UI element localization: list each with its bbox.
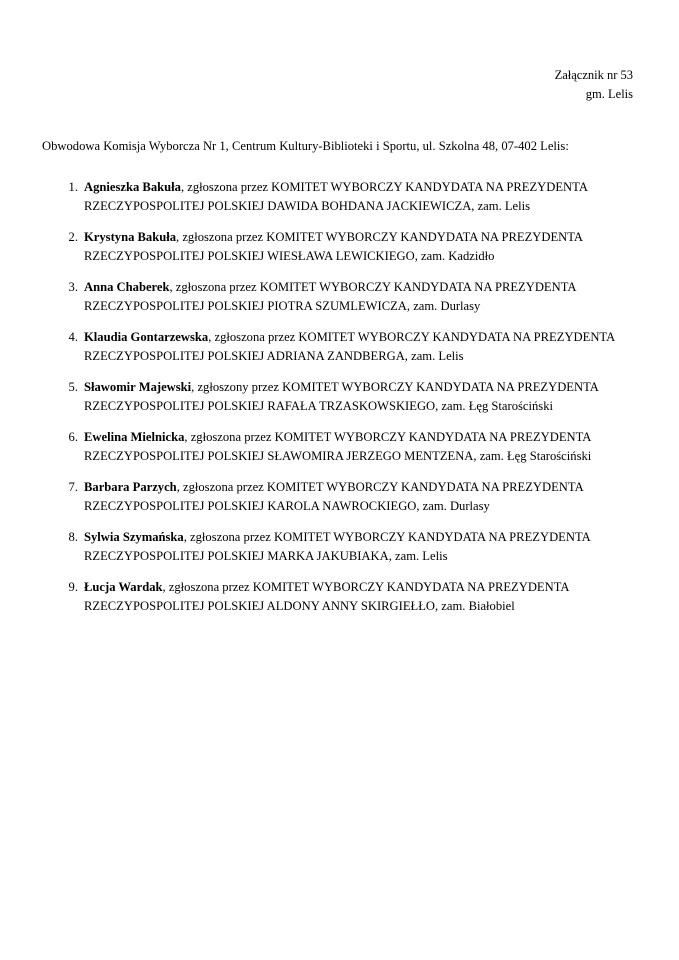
candidate-name: Ewelina Mielnicka bbox=[84, 429, 185, 444]
document-header bbox=[42, 66, 633, 105]
list-item bbox=[42, 578, 635, 617]
candidate-details: , zgłoszony przez KOMITET WYBORCZY KANDYDATA NA PREZYDENTA RZECZYPOSPOLITEJ POLSKIEJ RAFAŁA TRZASKOWSKIEGO, zam. Łęg Starościński bbox=[84, 379, 599, 414]
candidate-details: , zgłoszona przez KOMITET WYBORCZY KANDYDATA NA PREZYDENTA RZECZYPOSPOLITEJ POLSKIEJ SŁAWOMIRA JERZEGO MENTZENA, zam. Łęg Starościński bbox=[84, 429, 592, 464]
list-item bbox=[42, 178, 635, 217]
candidate-details: , zgłoszona przez KOMITET WYBORCZY KANDYDATA NA PREZYDENTA RZECZYPOSPOLITEJ POLSKIEJ MARKA JAKUBIAKA, zam. Lelis bbox=[84, 529, 591, 564]
municipality-name: gm. Lelis bbox=[585, 87, 633, 102]
candidate-name: Anna Chaberek bbox=[84, 279, 170, 294]
candidate-details: , zgłoszona przez KOMITET WYBORCZY KANDYDATA NA PREZYDENTA RZECZYPOSPOLITEJ POLSKIEJ ALDONY ANNY SKIRGIEŁŁO, zam. Białobiel bbox=[84, 579, 569, 614]
list-item bbox=[42, 478, 635, 517]
list-item bbox=[42, 378, 635, 417]
candidate-details: , zgłoszona przez KOMITET WYBORCZY KANDYDATA NA PREZYDENTA RZECZYPOSPOLITEJ POLSKIEJ KAROLA NAWROCKIEGO, zam. Durlasy bbox=[84, 479, 583, 514]
list-item bbox=[42, 528, 635, 567]
candidate-name: Sławomir Majewski bbox=[84, 379, 192, 394]
candidate-list bbox=[42, 178, 635, 617]
candidate-name: Łucja Wardak bbox=[84, 579, 163, 594]
list-item bbox=[42, 228, 635, 267]
attachment-number: Załącznik nr 53 bbox=[554, 68, 633, 82]
candidate-details: , zgłoszona przez KOMITET WYBORCZY KANDYDATA NA PREZYDENTA RZECZYPOSPOLITEJ POLSKIEJ WIESŁAWA LEWICKIEGO, zam. Kadzidło bbox=[84, 229, 583, 264]
candidate-name: Sylwia Szymańska bbox=[84, 529, 184, 544]
candidate-details: , zgłoszona przez KOMITET WYBORCZY KANDYDATA NA PREZYDENTA RZECZYPOSPOLITEJ POLSKIEJ DAWIDA BOHDANA JACKIEWICZA, zam. Lelis bbox=[84, 179, 588, 214]
candidate-name: Barbara Parzych bbox=[84, 479, 177, 494]
candidate-details: , zgłoszona przez KOMITET WYBORCZY KANDYDATA NA PREZYDENTA RZECZYPOSPOLITEJ POLSKIEJ ADRIANA ZANDBERGA, zam. Lelis bbox=[84, 329, 615, 364]
list-item bbox=[42, 428, 635, 467]
commission-heading: Obwodowa Komisja Wyborcza Nr 1, Centrum Kultury-Biblioteki i Sportu, ul. Szkolna 48, 07-402 Lelis: bbox=[42, 138, 569, 153]
list-item bbox=[42, 278, 635, 317]
candidate-details: , zgłoszona przez KOMITET WYBORCZY KANDYDATA NA PREZYDENTA RZECZYPOSPOLITEJ POLSKIEJ PIOTRA SZUMLEWICZA, zam. Durlasy bbox=[84, 279, 576, 314]
candidate-name: Klaudia Gontarzewska bbox=[84, 329, 209, 344]
candidate-name: Agnieszka Bakuła bbox=[84, 179, 181, 194]
list-item bbox=[42, 328, 635, 367]
candidate-name: Krystyna Bakuła bbox=[84, 229, 177, 244]
